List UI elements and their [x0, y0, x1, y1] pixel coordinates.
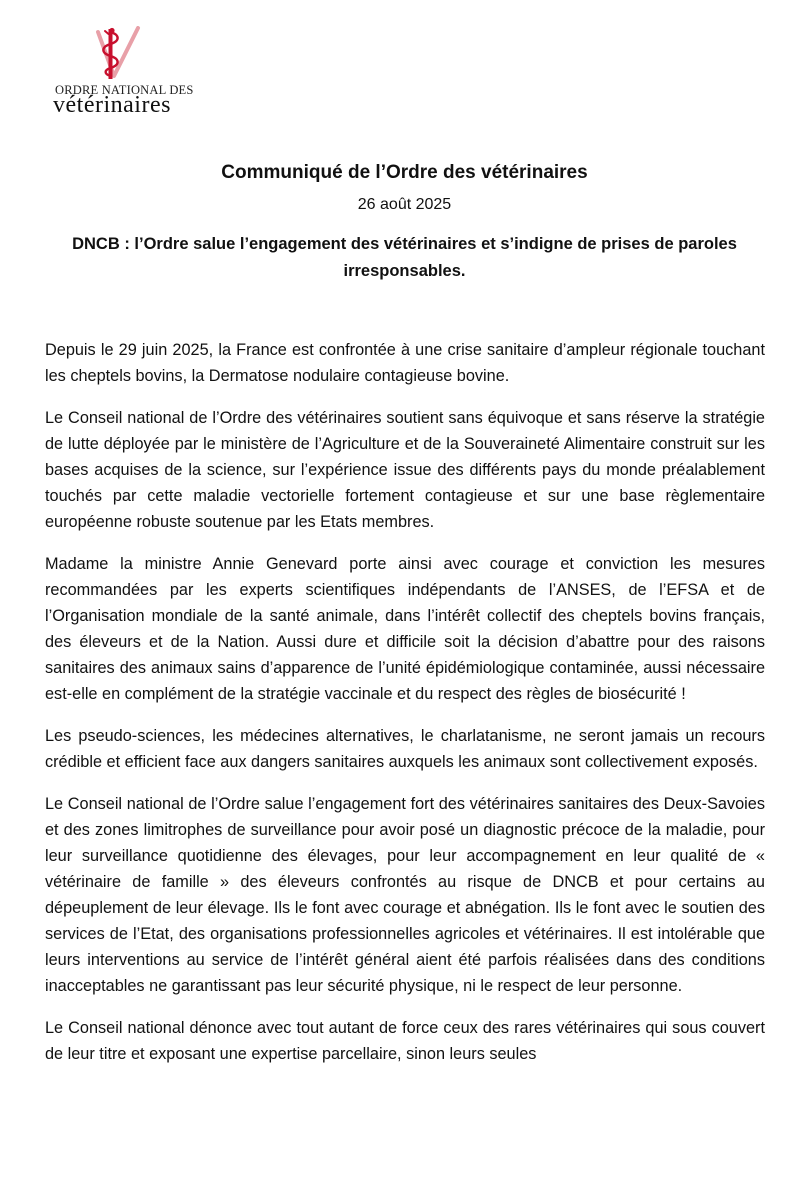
body-paragraph: Le Conseil national de l’Ordre des vétérinaires soutient sans équivoque et sans réserve la stratégie de lutte déployée par le ministère de l’Agriculture et de la Souveraineté Alimentaire construit sur les bases acquises de la science, sur l’expérience issue des différents pays du monde préalablement touchés par cette maladie vectorielle fortement contagieuse et sur une base règlementaire européenne robuste soutenue par les Etats membres. — [45, 409, 765, 531]
communique-title: Communiqué de l’Ordre des vétérinaires — [221, 162, 588, 183]
body-paragraph: Le Conseil national de l’Ordre salue l’engagement fort des vétérinaires sanitaires des Deux-Savoies et des zones limitrophes de surveillance pour avoir posé un diagnostic précoce de la maladie, pour leur surveillance quotidienne des élevages, pour leur accompagnement en leur qualité de « vétérinaire de famille » des éleveurs confrontés au risque de DNCB et pour certains au dépeuplement de leur élevage. Ils le font avec courage et abnégation. Ils le font avec le soutien des services de l’Etat, des organisations professionnelles agricoles et vétérinaires. Il est intolérable que leurs interventions au service de l’intérêt général aient été parfois réalisées dans des conditions inacceptables ne garantissant pas leur sécurité physique, ni le respect de leur personne. — [45, 795, 765, 995]
body-paragraph: Le Conseil national dénonce avec tout autant de force ceux des rares vétérinaires qui sous couvert de leur titre et exposant une expertise parcellaire, sinon leurs seules — [45, 1019, 765, 1063]
logo-text-line2: vétérinaires — [53, 92, 171, 118]
logo — [52, 26, 222, 118]
communique-body — [45, 337, 765, 1083]
body-paragraph: Depuis le 29 juin 2025, la France est confrontée à une crise sanitaire d’ampleur régionale touchant les cheptels bovins, la Dermatose nodulaire contagieuse bovine. — [45, 341, 765, 385]
communique-date: 26 août 2025 — [357, 196, 452, 213]
communique-subtitle: DNCB : l’Ordre salue l’engagement des vétérinaires et s’indigne de prises de paroles irresponsables. — [72, 235, 737, 280]
logo-text-line1: ORDRE NATIONAL DES — [55, 83, 194, 97]
body-paragraph: Madame la ministre Annie Genevard porte ainsi avec courage et conviction les mesures recommandées par les experts scientifiques indépendants de l’ANSES, de l’EFSA et de l’Organisation mondiale de la santé animale, dans l’intérêt collectif des cheptels bovins français, des éleveurs et de la Nation. Aussi dure et difficile soit la décision d’abattre pour des raisons sanitaires des animaux sains d’apparence de l’unité épidémiologique contaminée, aussi nécessaire est-elle en complément de la stratégie vaccinale et du respect des règles de biosécurité ! — [45, 555, 765, 703]
body-paragraph: Les pseudo-sciences, les médecines alternatives, le charlatanisme, ne seront jamais un recours crédible et efficient face aux dangers sanitaires auxquels les animaux sont collectivement exposés. — [45, 727, 765, 771]
caduceus-v-icon — [84, 26, 144, 82]
